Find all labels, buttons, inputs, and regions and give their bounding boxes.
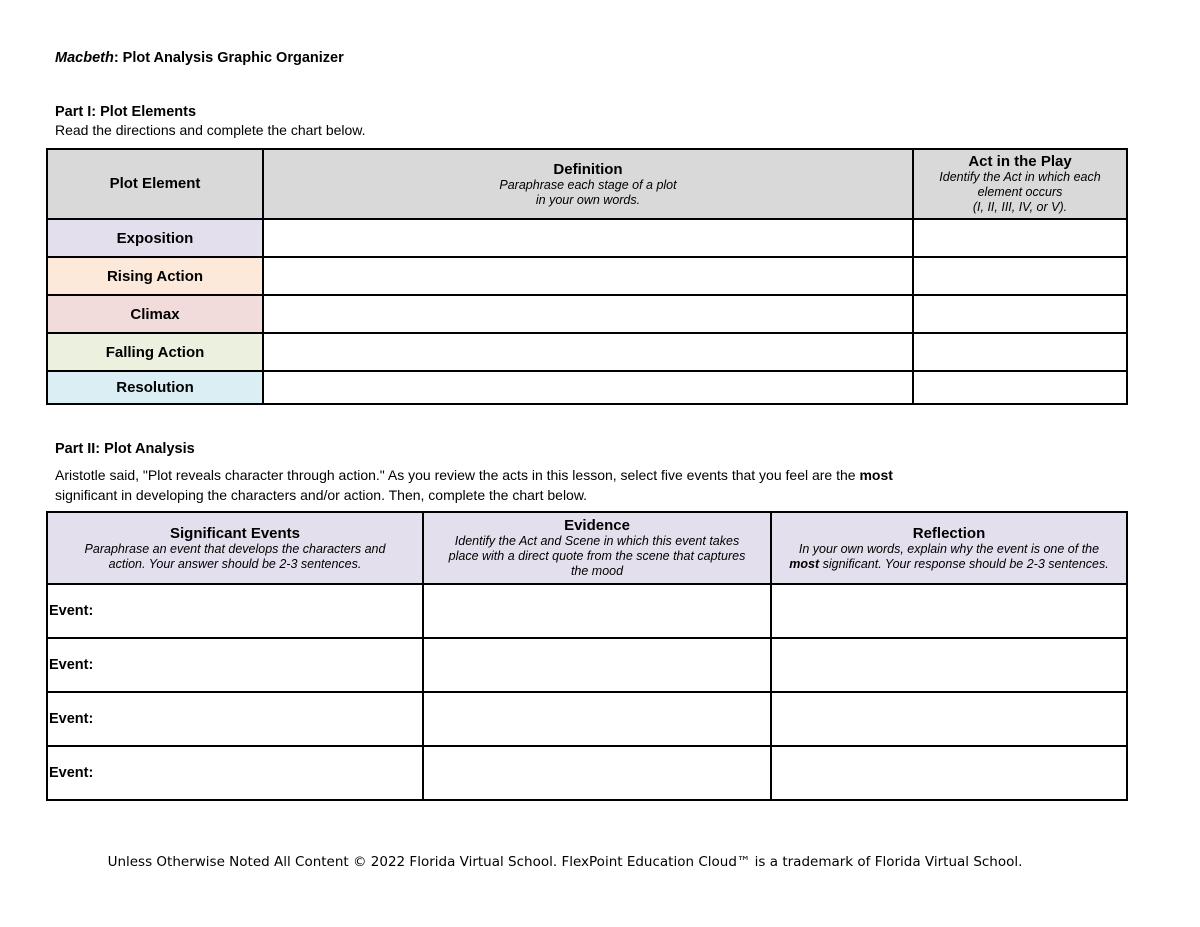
definition-cell[interactable]	[263, 371, 913, 404]
header-evidence	[423, 512, 771, 584]
plot-element-exposition: Exposition	[47, 219, 263, 257]
title-rest: : Plot Analysis Graphic Organizer	[113, 50, 344, 66]
act-cell[interactable]	[913, 257, 1127, 295]
part1-heading: Part I: Plot Elements	[55, 104, 197, 120]
table-row	[47, 257, 1127, 295]
header-evidence-sub1: Identify the Act and Scene in which this event takes	[454, 534, 740, 548]
plot-element-climax: Climax	[47, 295, 263, 333]
header-reflection-sub2-bold: most	[789, 556, 820, 571]
part1-directions: Read the directions and complete the chart below.	[55, 122, 366, 138]
header-evidence-sub2: place with a direct quote from the scene that captures	[448, 549, 746, 563]
definition-cell[interactable]	[263, 219, 913, 257]
part2-heading: Part II: Plot Analysis	[55, 441, 195, 457]
part2-intro	[55, 467, 1095, 483]
header-definition-sub1: Paraphrase each stage of a plot	[499, 177, 677, 192]
table-row	[47, 638, 1127, 692]
event-label[interactable]: Event:	[47, 638, 423, 692]
header-events-sub1: Paraphrase an event that develops the characters and	[84, 541, 386, 556]
act-cell[interactable]	[913, 295, 1127, 333]
plot-elements-table	[46, 148, 1128, 405]
evidence-cell[interactable]	[423, 746, 771, 800]
header-plot-element-label: Plot Element	[109, 175, 201, 192]
header-act	[913, 149, 1127, 219]
header-act-label: Act in the Play	[968, 153, 1072, 170]
header-act-sub2: element occurs	[977, 185, 1063, 199]
table-row	[47, 333, 1127, 371]
part2-intro-bold: most	[859, 467, 893, 483]
definition-cell[interactable]	[263, 333, 913, 371]
event-label[interactable]: Event:	[47, 692, 423, 746]
table-row	[47, 295, 1127, 333]
act-cell[interactable]	[913, 219, 1127, 257]
header-plot-element	[47, 149, 263, 219]
reflection-cell[interactable]	[771, 638, 1127, 692]
table-row	[47, 371, 1127, 404]
plot-element-falling-action: Falling Action	[47, 333, 263, 371]
plot-element-rising-action: Rising Action	[47, 257, 263, 295]
header-reflection-sub2-rest: significant. Your response should be 2-3 sentences.	[819, 556, 1109, 571]
header-evidence-sub3: the mood	[570, 564, 624, 578]
table-row	[47, 584, 1127, 638]
header-reflection-sub1: In your own words, explain why the event is one of the	[798, 541, 1100, 556]
act-cell[interactable]	[913, 333, 1127, 371]
reflection-cell[interactable]	[771, 746, 1127, 800]
plot-analysis-table	[46, 511, 1128, 801]
header-significant-events	[47, 512, 423, 584]
header-events-sub2: action. Your answer should be 2-3 sentences.	[108, 556, 362, 571]
header-evidence-label: Evidence	[564, 517, 630, 534]
definition-cell[interactable]	[263, 295, 913, 333]
definition-cell[interactable]	[263, 257, 913, 295]
event-label[interactable]: Event:	[47, 746, 423, 800]
part2-intro-text: Aristotle said, "Plot reveals character through action." As you review the acts in this lesson, select five events that you feel are the	[55, 467, 860, 483]
header-reflection-label: Reflection	[912, 524, 986, 542]
page-title	[55, 50, 344, 66]
table-row	[47, 219, 1127, 257]
evidence-cell[interactable]	[423, 584, 771, 638]
header-events-label: Significant Events	[169, 524, 301, 542]
title-italic: Macbeth	[55, 50, 114, 66]
act-cell[interactable]	[913, 371, 1127, 404]
part2-intro-line2: significant in developing the characters and/or action. Then, complete the chart below.	[55, 487, 588, 503]
header-reflection	[771, 512, 1127, 584]
header-definition	[263, 149, 913, 219]
reflection-cell[interactable]	[771, 584, 1127, 638]
reflection-cell[interactable]	[771, 692, 1127, 746]
footer-copyright: Unless Otherwise Noted All Content © 2022 Florida Virtual School. FlexPoint Education Cloud™ is a trademark of Florida Virtual School.	[107, 854, 1023, 870]
header-definition-sub2: in your own words.	[535, 192, 641, 207]
table-row	[47, 692, 1127, 746]
evidence-cell[interactable]	[423, 638, 771, 692]
header-reflection-sub2	[772, 557, 1126, 572]
header-definition-label: Definition	[553, 160, 623, 178]
event-label[interactable]: Event:	[47, 584, 423, 638]
evidence-cell[interactable]	[423, 692, 771, 746]
plot-element-resolution: Resolution	[47, 371, 263, 404]
header-act-sub3: (I, II, III, IV, or V).	[972, 200, 1068, 214]
table-row	[47, 746, 1127, 800]
header-act-sub1: Identify the Act in which each	[939, 170, 1101, 184]
